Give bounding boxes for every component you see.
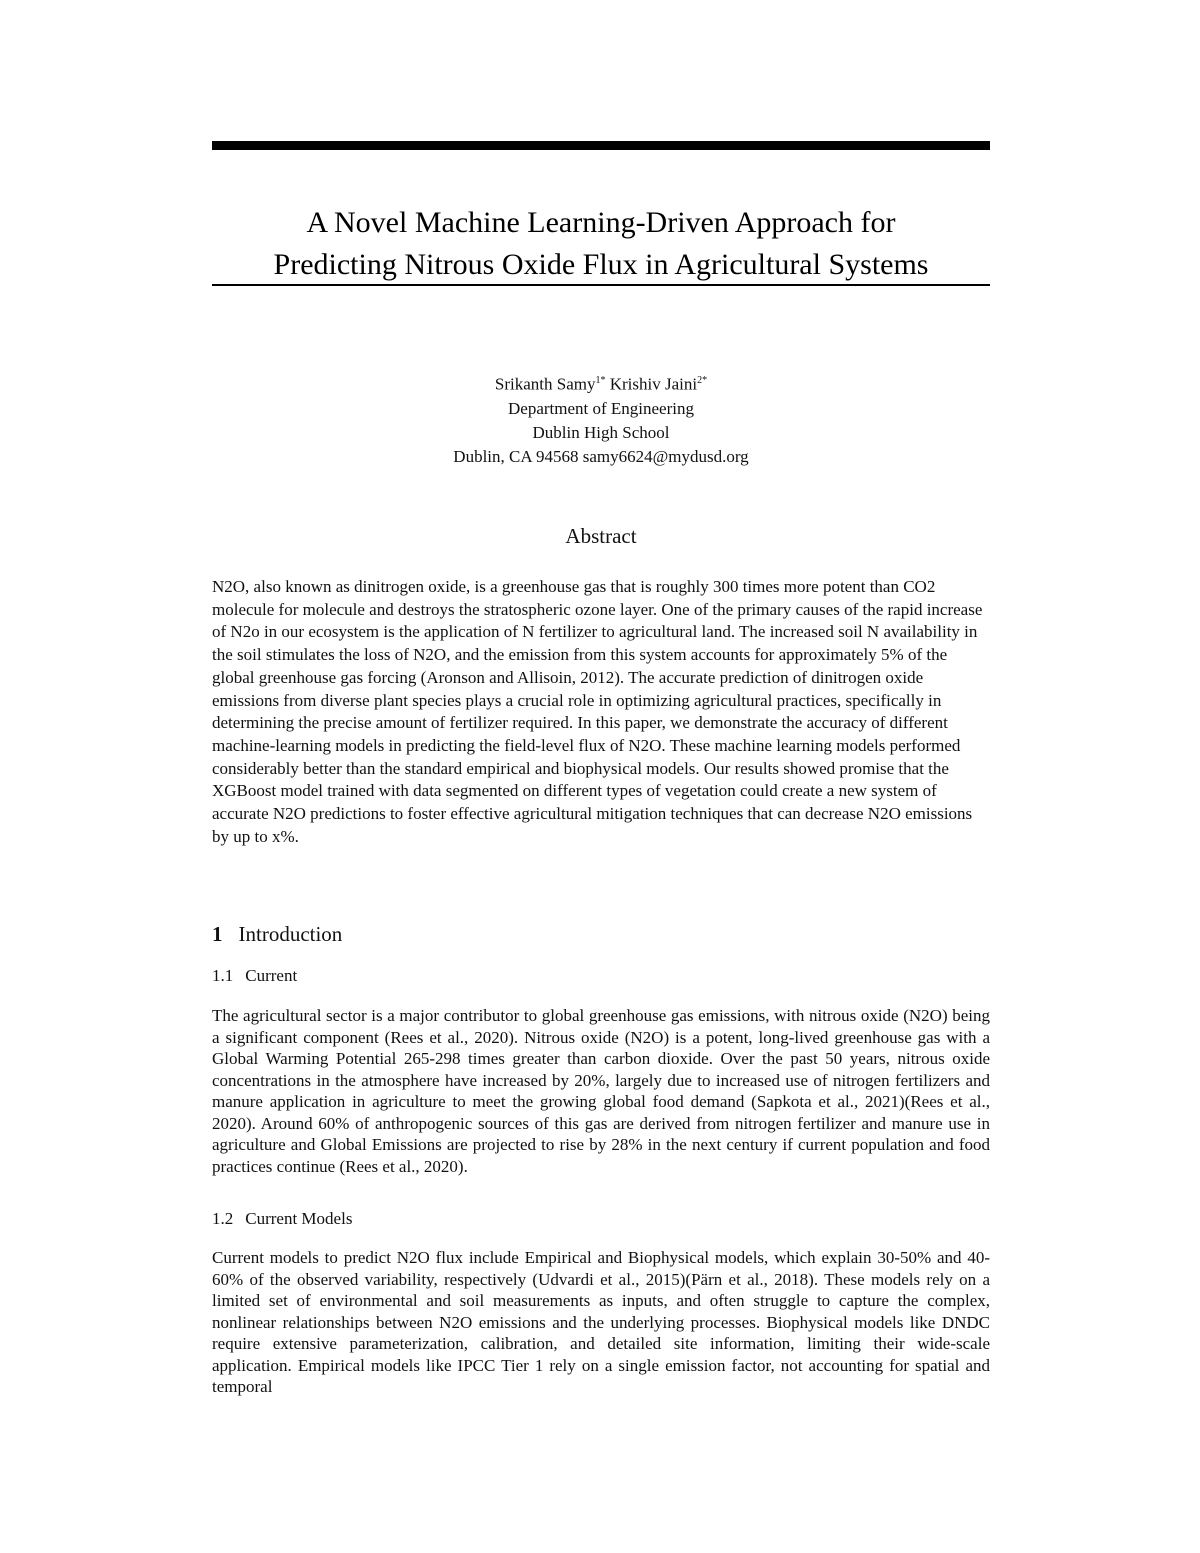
abstract-text: N2O, also known as dinitrogen oxide, is a greenhouse gas that is roughly 300 times more potent than CO2 molecule for molecule and destroys the stratospheric ozone layer. One of the primary causes of the rapid increase of N2o in our ecosystem is the application of N fertilizer to agricultural land. The increased soil N availability in the soil stimulates the loss of N2O, and the emission from this system accounts for approximately 5% of the global greenhouse gas forcing (Aronson and Allisoin, 2012). The accurate prediction of dinitrogen oxide emissions from diverse plant species plays a crucial role in optimizing agricultural practices, specifically in determining the precise amount of fertilizer required. In this paper, we demonstrate the accuracy of different machine-learning models in predicting the field-level flux of N2O. These machine learning models performed considerably better than the standard empirical and biophysical models. Our results showed promise that the XGBoost model trained with data segmented on different types of vegetation could create a new system of accurate N2O predictions to foster effective agricultural mitigation techniques that can decrease N2O emissions by up to x%. xyxy=(212,577,983,846)
subsection-1-2-text: Current models to predict N2O flux include Empirical and Biophysical models, which explain 30-50% and 40-60% of the observed variability, respectively (Udvardi et al., 2015)(Pärn et al., 2018). These models rely on a limited set of environmental and soil measurements as inputs, and often struggle to capture the complex, nonlinear relationships between N2O emissions and the underlying processes. Biophysical models like DNDC require extensive parameterization, calibration, and detailed site information, limiting their wide-scale application. Empirical models like IPCC Tier 1 rely on a single emission factor, not accounting for spatial and temporal xyxy=(212,1248,990,1396)
subsection-title: Current Models xyxy=(245,1209,353,1228)
author-2-affiliation: 2* xyxy=(697,375,708,386)
title-line-1: A Novel Machine Learning-Driven Approach for xyxy=(306,206,896,239)
subsection-title: Current xyxy=(245,966,298,985)
title-line-2: Predicting Nitrous Oxide Flux in Agricultural Systems xyxy=(273,248,929,281)
author-names xyxy=(212,369,990,397)
school: Dublin High School xyxy=(532,422,670,442)
author-block xyxy=(212,369,990,469)
subsection-1-2-heading xyxy=(212,1209,352,1229)
department: Department of Engineering xyxy=(508,398,694,418)
section-1-heading xyxy=(212,922,342,947)
section-number: 1 xyxy=(212,922,223,946)
top-rule xyxy=(212,141,990,150)
address-email: Dublin, CA 94568 samy6624@mydusd.org xyxy=(453,446,749,466)
title-rule xyxy=(212,284,990,286)
subsection-1-1-heading xyxy=(212,966,297,986)
subsection-number: 1.1 xyxy=(212,966,234,985)
subsection-1-1-text: The agricultural sector is a major contributor to global greenhouse gas emissions, with nitrous oxide (N2O) being a significant component (Rees et al., 2020). Nitrous oxide (N2O) is a potent, long-lived greenhouse gas with a Global Warming Potential 265-298 times greater than carbon dioxide. Over the past 50 years, nitrous oxide concentrations in the atmosphere have increased by 20%, largely due to increased use of nitrogen fertilizers and manure application in agriculture to meet the growing global food demand (Sapkota et al., 2021)(Rees et al., 2020). Around 60% of anthropogenic sources of this gas are derived from nitrogen fertilizer and manure use in agriculture and Global Emissions are projected to rise by 28% in the next century if current population and food practices continue (Rees et al., 2020). xyxy=(212,1006,990,1176)
author-1-affiliation: 1* xyxy=(595,375,606,386)
author-2: Krishiv Jaini xyxy=(609,374,698,394)
subsection-number: 1.2 xyxy=(212,1209,234,1228)
section-title: Introduction xyxy=(238,922,343,946)
paper-title xyxy=(212,202,990,286)
abstract-heading: Abstract xyxy=(565,524,637,548)
author-1: Srikanth Samy xyxy=(494,374,596,394)
